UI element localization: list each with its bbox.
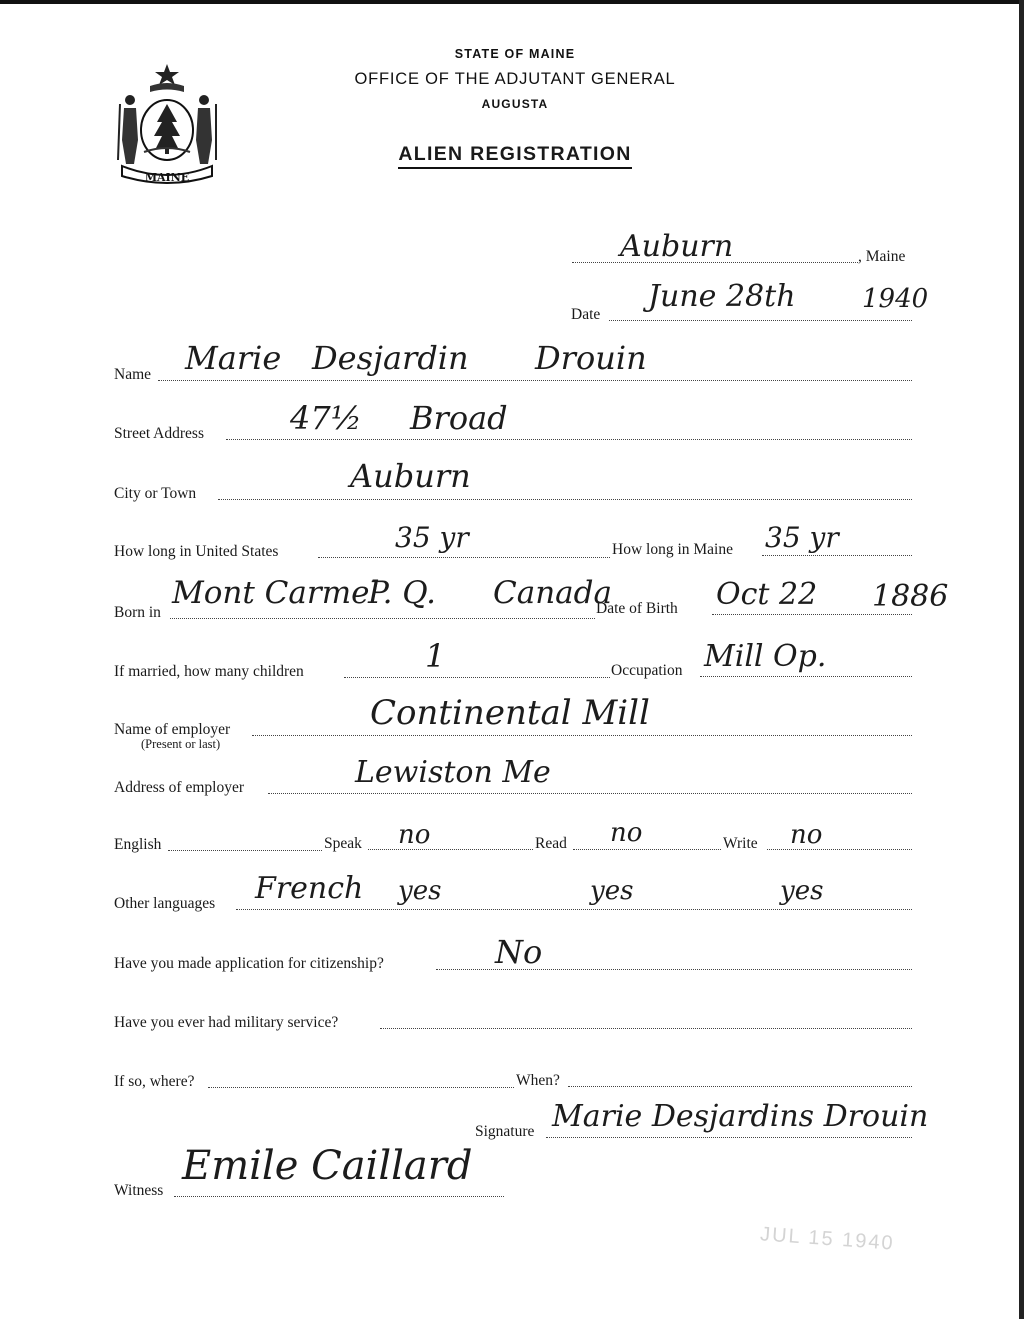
street-address-label: Street Address <box>114 425 204 442</box>
employer-address-line <box>268 793 912 794</box>
header-city: AUGUSTA <box>481 97 549 111</box>
military-label: Have you ever had military service? <box>114 1014 339 1031</box>
street-address-line <box>226 439 912 440</box>
other-languages-label: Other languages <box>114 895 216 912</box>
employer-note: (Present or last) <box>141 737 221 751</box>
how-long-maine-label: How long in Maine <box>612 541 733 558</box>
street-name: Broad <box>410 399 508 437</box>
witness-line <box>174 1196 504 1197</box>
write-label: Write <box>723 835 758 852</box>
military-line <box>380 1028 912 1029</box>
speak-label: Speak <box>324 835 362 852</box>
date-label: Date <box>571 306 601 323</box>
employer-name-label: Name of employer <box>114 721 231 738</box>
date-line <box>609 320 912 321</box>
born-in-label: Born in <box>114 604 161 621</box>
years-us-value: 35 yr <box>395 521 469 554</box>
scan-border-right <box>1019 0 1024 1319</box>
children-line <box>344 677 610 678</box>
employer-value: Continental Mill <box>370 693 650 733</box>
received-stamp: JUL 15 1940 <box>759 1223 896 1255</box>
other-write-value: yes <box>780 876 824 906</box>
name-label: Name <box>114 366 152 383</box>
signature-value: Marie Desjardins Drouin <box>552 1099 929 1134</box>
if-so-where-label: If so, where? <box>114 1073 195 1090</box>
if-married-label: If married, how many children <box>114 663 304 680</box>
citizenship-label: Have you made application for citizenship? <box>114 955 384 972</box>
date-year: 1940 <box>862 284 929 314</box>
how-long-maine-line <box>762 555 912 556</box>
occupation-line <box>700 676 912 677</box>
city-line <box>218 499 912 500</box>
how-long-us-label: How long in United States <box>114 543 279 560</box>
english-write-value: no <box>790 820 823 850</box>
town-value: Auburn <box>620 229 734 264</box>
write-line <box>767 849 912 850</box>
signature-line <box>546 1137 912 1138</box>
form-title: ALIEN REGISTRATION <box>300 143 730 166</box>
other-read-value: yes <box>590 876 634 906</box>
other-language-value: French <box>255 871 364 906</box>
street-number: 47½ <box>290 399 362 437</box>
where-line <box>208 1087 514 1088</box>
date-of-birth-label: Date of Birth <box>596 600 678 617</box>
occupation-value: Mill Op. <box>704 639 827 674</box>
date-value: June 28th <box>648 279 796 314</box>
name-line <box>158 380 912 381</box>
english-read-value: no <box>610 818 643 848</box>
born-in-line <box>170 618 595 619</box>
maine-label: , Maine <box>858 248 906 265</box>
born-place: Mont Carmel <box>172 575 380 611</box>
employer-address-value: Lewiston Me <box>355 755 551 790</box>
name-last: Drouin <box>535 339 647 377</box>
employer-name-line <box>252 735 912 736</box>
english-line <box>168 850 322 851</box>
born-country: Canada <box>493 575 612 611</box>
scan-border-top <box>0 0 1024 4</box>
state-of-maine-seal <box>112 60 222 190</box>
occupation-label: Occupation <box>611 662 683 679</box>
header-state: STATE OF MAINE <box>454 47 576 61</box>
read-line <box>573 849 721 850</box>
english-label: English <box>114 836 162 853</box>
header-office: OFFICE OF THE ADJUTANT GENERAL <box>354 70 676 88</box>
svg-text:MAINE: MAINE <box>144 171 190 184</box>
speak-line <box>368 849 533 850</box>
dob-value: Oct 22 <box>716 577 818 612</box>
city-value: Auburn <box>350 457 471 495</box>
name-middle: Desjardin <box>312 339 469 377</box>
employer-address-label: Address of employer <box>114 779 244 796</box>
signature-label: Signature <box>475 1123 535 1140</box>
how-long-us-line <box>318 557 610 558</box>
read-label: Read <box>535 835 567 852</box>
citizenship-value: No <box>495 933 543 971</box>
english-speak-value: no <box>398 820 431 850</box>
date-of-birth-line <box>712 614 912 615</box>
dob-year: 1886 <box>872 579 949 614</box>
children-value: 1 <box>425 637 446 675</box>
city-label: City or Town <box>114 485 197 502</box>
other-speak-value: yes <box>398 876 442 906</box>
when-label: When? <box>516 1072 560 1089</box>
witness-label: Witness <box>114 1182 164 1199</box>
name-first: Marie <box>185 339 282 377</box>
when-line <box>568 1086 912 1087</box>
witness-value: Emile Caillard <box>182 1143 473 1189</box>
other-languages-line <box>236 909 912 910</box>
years-maine-value: 35 yr <box>765 521 839 554</box>
born-province: P. Q. <box>368 575 437 611</box>
